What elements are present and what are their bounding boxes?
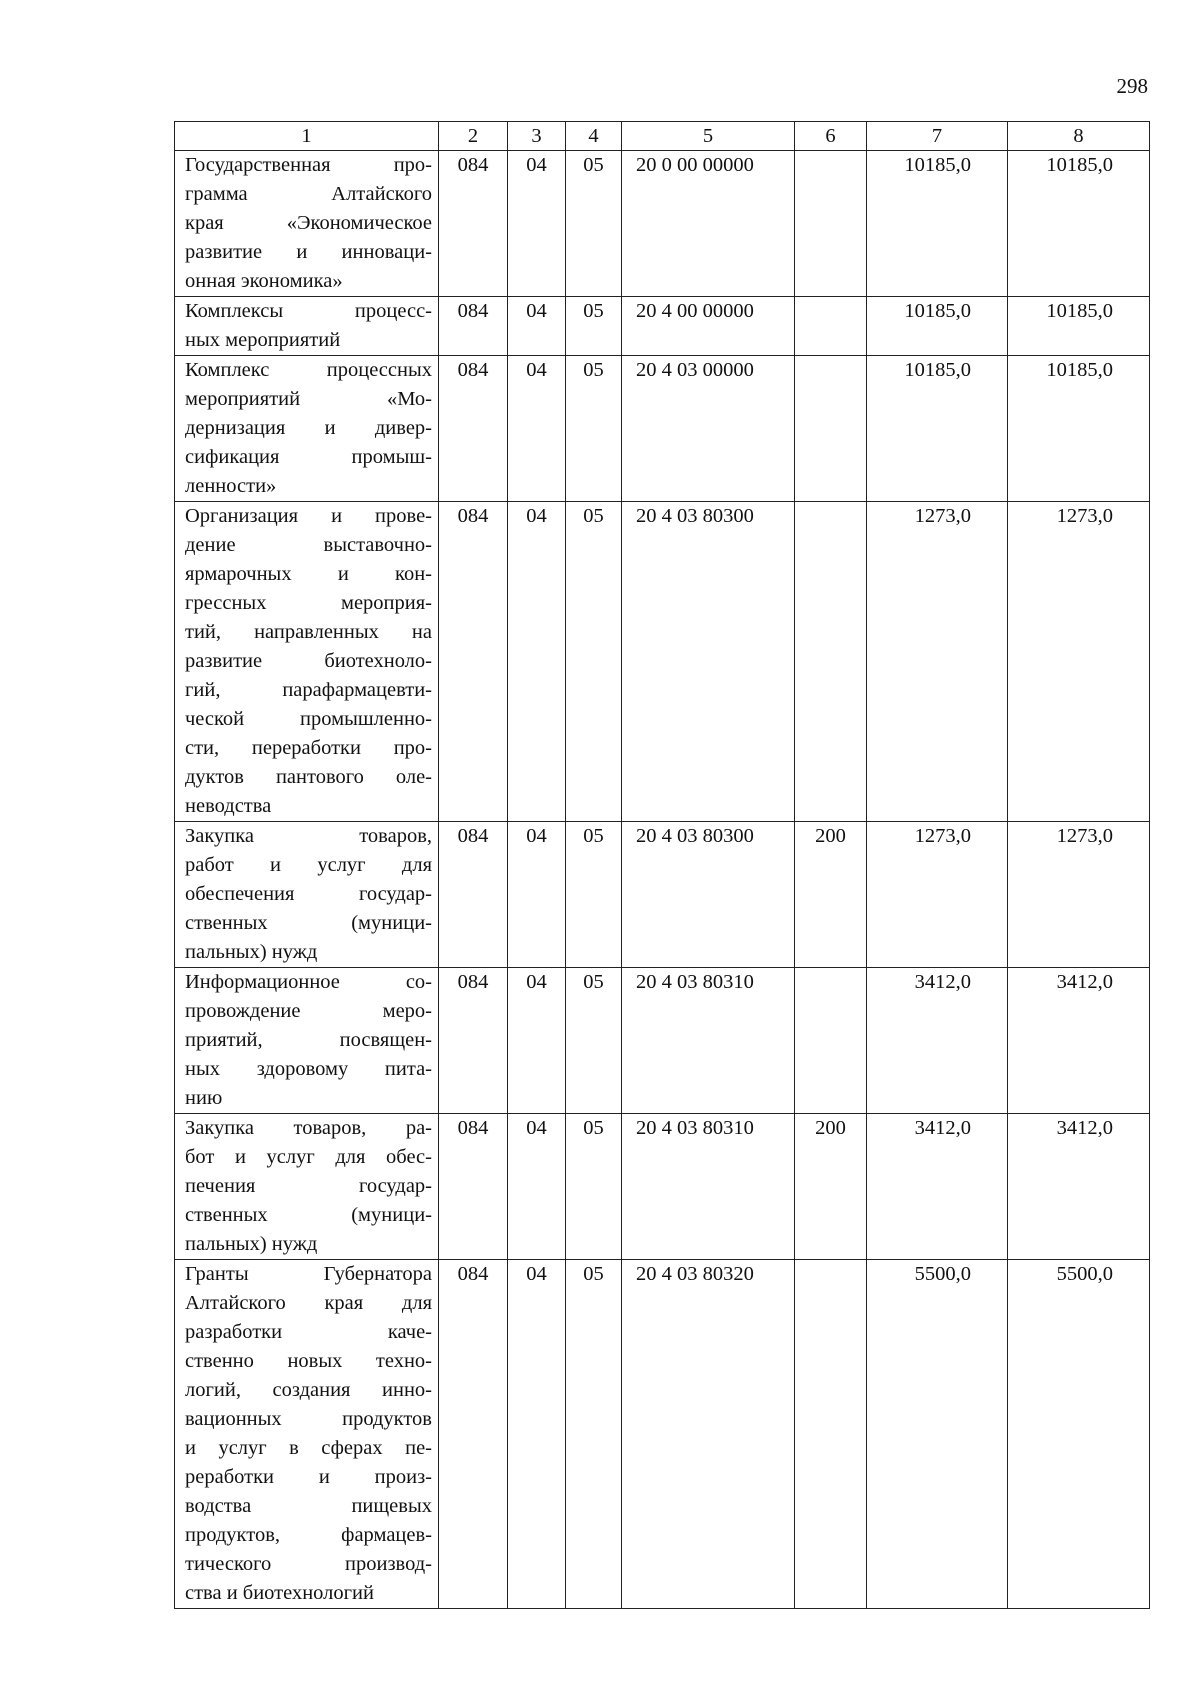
- row-name-line: ных здоровому пита-: [185, 1058, 432, 1080]
- subsection-code-cell: 05: [566, 297, 622, 356]
- row-name-line: сификация промыш-: [185, 446, 432, 468]
- amount-cell: 1273,0: [867, 502, 1008, 822]
- row-name-cell: [175, 822, 439, 968]
- expense-type-cell: [795, 1260, 867, 1609]
- target-article-cell: 20 4 03 80300: [622, 822, 795, 968]
- row-name-line: Закупка товаров,: [185, 825, 432, 847]
- row-name-cell: [175, 502, 439, 822]
- row-name-cell: [175, 297, 439, 356]
- target-article-cell: 20 4 03 80300: [622, 502, 795, 822]
- row-name-line: грамма Алтайского: [185, 183, 432, 205]
- row-name-line: приятий, посвящен-: [185, 1029, 432, 1051]
- row-name-line: работ и услуг для: [185, 854, 432, 876]
- admin-code-cell: 084: [439, 1260, 508, 1609]
- subsection-code-cell: 05: [566, 356, 622, 502]
- row-name-line: края «Экономическое: [185, 212, 432, 234]
- table-header: [175, 122, 1150, 151]
- admin-code-cell: 084: [439, 297, 508, 356]
- section-code-cell: 04: [508, 968, 566, 1114]
- row-name-cell: [175, 968, 439, 1114]
- amount-cell: 1273,0: [1008, 502, 1150, 822]
- header-col-8: 8: [1008, 122, 1150, 151]
- section-code-cell: 04: [508, 356, 566, 502]
- amount-cell: 10185,0: [1008, 356, 1150, 502]
- row-name-line: развитие биотехноло-: [185, 650, 432, 672]
- row-name-line: Комплекс процессных: [185, 359, 432, 381]
- row-name-line: тического производ-: [185, 1553, 432, 1575]
- subsection-code-cell: 05: [566, 502, 622, 822]
- row-name-line: Комплексы процесс-: [185, 300, 432, 322]
- admin-code-cell: 084: [439, 356, 508, 502]
- admin-code-cell: 084: [439, 151, 508, 297]
- admin-code-cell: 084: [439, 968, 508, 1114]
- section-code-cell: 04: [508, 297, 566, 356]
- row-name-line: развитие и инноваци-: [185, 241, 432, 263]
- row-name-line: неводства: [185, 795, 272, 817]
- subsection-code-cell: 05: [566, 822, 622, 968]
- subsection-code-cell: 05: [566, 968, 622, 1114]
- table-row: [175, 1260, 1150, 1609]
- header-col-3: 3: [508, 122, 566, 151]
- amount-cell: 10185,0: [867, 297, 1008, 356]
- row-name-line: сти, переработки про-: [185, 737, 432, 759]
- header-row: [175, 122, 1150, 151]
- row-name-line: Алтайского края для: [185, 1292, 432, 1314]
- admin-code-cell: 084: [439, 1114, 508, 1260]
- row-name-line: ственных (муници-: [185, 912, 432, 934]
- row-name-cell: [175, 356, 439, 502]
- subsection-code-cell: 05: [566, 151, 622, 297]
- section-code-cell: 04: [508, 1114, 566, 1260]
- budget-table: [174, 121, 1150, 1609]
- target-article-cell: 20 4 00 00000: [622, 297, 795, 356]
- row-name-line: онная экономика»: [185, 270, 343, 292]
- row-name-line: ных мероприятий: [185, 329, 341, 351]
- row-name-cell: [175, 1114, 439, 1260]
- expense-type-cell: [795, 297, 867, 356]
- page-number: 298: [1116, 74, 1148, 98]
- row-name-line: дернизация и дивер-: [185, 417, 432, 439]
- amount-cell: 5500,0: [1008, 1260, 1150, 1609]
- row-name-line: Гранты Губернатора: [185, 1263, 432, 1285]
- expense-type-cell: [795, 502, 867, 822]
- row-name-line: водства пищевых: [185, 1495, 432, 1517]
- row-name-line: дуктов пантового оле-: [185, 766, 432, 788]
- row-name-line: мероприятий «Мо-: [185, 388, 432, 410]
- target-article-cell: 20 0 00 00000: [622, 151, 795, 297]
- row-name-line: ярмарочных и кон-: [185, 563, 432, 585]
- row-name-line: Информационное со-: [185, 971, 432, 993]
- amount-cell: 10185,0: [1008, 151, 1150, 297]
- amount-cell: 3412,0: [1008, 968, 1150, 1114]
- row-name-line: дение выставочно-: [185, 534, 432, 556]
- expense-type-cell: [795, 968, 867, 1114]
- header-col-1: 1: [175, 122, 439, 151]
- admin-code-cell: 084: [439, 822, 508, 968]
- table-row: [175, 502, 1150, 822]
- row-name-line: ственных (муници-: [185, 1204, 432, 1226]
- table-row: [175, 1114, 1150, 1260]
- row-name-line: печения государ-: [185, 1175, 432, 1197]
- row-name-line: бот и услуг для обес-: [185, 1146, 432, 1168]
- table-row: [175, 151, 1150, 297]
- row-name-line: и услуг в сферах пе-: [185, 1437, 432, 1459]
- amount-cell: 10185,0: [1008, 297, 1150, 356]
- row-name-line: нию: [185, 1087, 223, 1109]
- expense-type-cell: [795, 151, 867, 297]
- amount-cell: 3412,0: [867, 1114, 1008, 1260]
- row-name-line: ленности»: [185, 475, 277, 497]
- row-name-line: пальных) нужд: [185, 1233, 318, 1255]
- header-col-4: 4: [566, 122, 622, 151]
- row-name-line: Государственная про-: [185, 154, 432, 176]
- row-name-line: грессных мероприя-: [185, 592, 432, 614]
- amount-cell: 5500,0: [867, 1260, 1008, 1609]
- amount-cell: 3412,0: [867, 968, 1008, 1114]
- admin-code-cell: 084: [439, 502, 508, 822]
- table-body: [175, 151, 1150, 1609]
- row-name-line: реработки и произ-: [185, 1466, 432, 1488]
- subsection-code-cell: 05: [566, 1114, 622, 1260]
- table-row: [175, 822, 1150, 968]
- amount-cell: 1273,0: [1008, 822, 1150, 968]
- row-name-line: Организация и прове-: [185, 505, 432, 527]
- row-name-line: гий, парафармацевти-: [185, 679, 432, 701]
- expense-type-cell: 200: [795, 1114, 867, 1260]
- target-article-cell: 20 4 03 80310: [622, 1114, 795, 1260]
- amount-cell: 10185,0: [867, 356, 1008, 502]
- table-row: [175, 356, 1150, 502]
- table-row: [175, 968, 1150, 1114]
- target-article-cell: 20 4 03 80320: [622, 1260, 795, 1609]
- target-article-cell: 20 4 03 00000: [622, 356, 795, 502]
- row-name-line: обеспечения государ-: [185, 883, 432, 905]
- subsection-code-cell: 05: [566, 1260, 622, 1609]
- amount-cell: 1273,0: [867, 822, 1008, 968]
- expense-type-cell: [795, 356, 867, 502]
- row-name-cell: [175, 1260, 439, 1609]
- row-name-line: тий, направленных на: [185, 621, 432, 643]
- row-name-line: пальных) нужд: [185, 941, 318, 963]
- row-name-line: вационных продуктов: [185, 1408, 432, 1430]
- amount-cell: 10185,0: [867, 151, 1008, 297]
- header-col-2: 2: [439, 122, 508, 151]
- header-col-7: 7: [867, 122, 1008, 151]
- row-name-line: разработки каче-: [185, 1321, 432, 1343]
- target-article-cell: 20 4 03 80310: [622, 968, 795, 1114]
- header-col-5: 5: [622, 122, 795, 151]
- section-code-cell: 04: [508, 502, 566, 822]
- section-code-cell: 04: [508, 822, 566, 968]
- row-name-line: ственно новых техно-: [185, 1350, 432, 1372]
- expense-type-cell: 200: [795, 822, 867, 968]
- row-name-line: ческой промышленно-: [185, 708, 432, 730]
- section-code-cell: 04: [508, 151, 566, 297]
- table-row: [175, 297, 1150, 356]
- amount-cell: 3412,0: [1008, 1114, 1150, 1260]
- row-name-line: провождение меро-: [185, 1000, 432, 1022]
- row-name-line: логий, создания инно-: [185, 1379, 432, 1401]
- row-name-line: продуктов, фармацев-: [185, 1524, 432, 1546]
- row-name-cell: [175, 151, 439, 297]
- header-col-6: 6: [795, 122, 867, 151]
- section-code-cell: 04: [508, 1260, 566, 1609]
- row-name-line: Закупка товаров, ра-: [185, 1117, 432, 1139]
- row-name-line: ства и биотехнологий: [185, 1582, 374, 1604]
